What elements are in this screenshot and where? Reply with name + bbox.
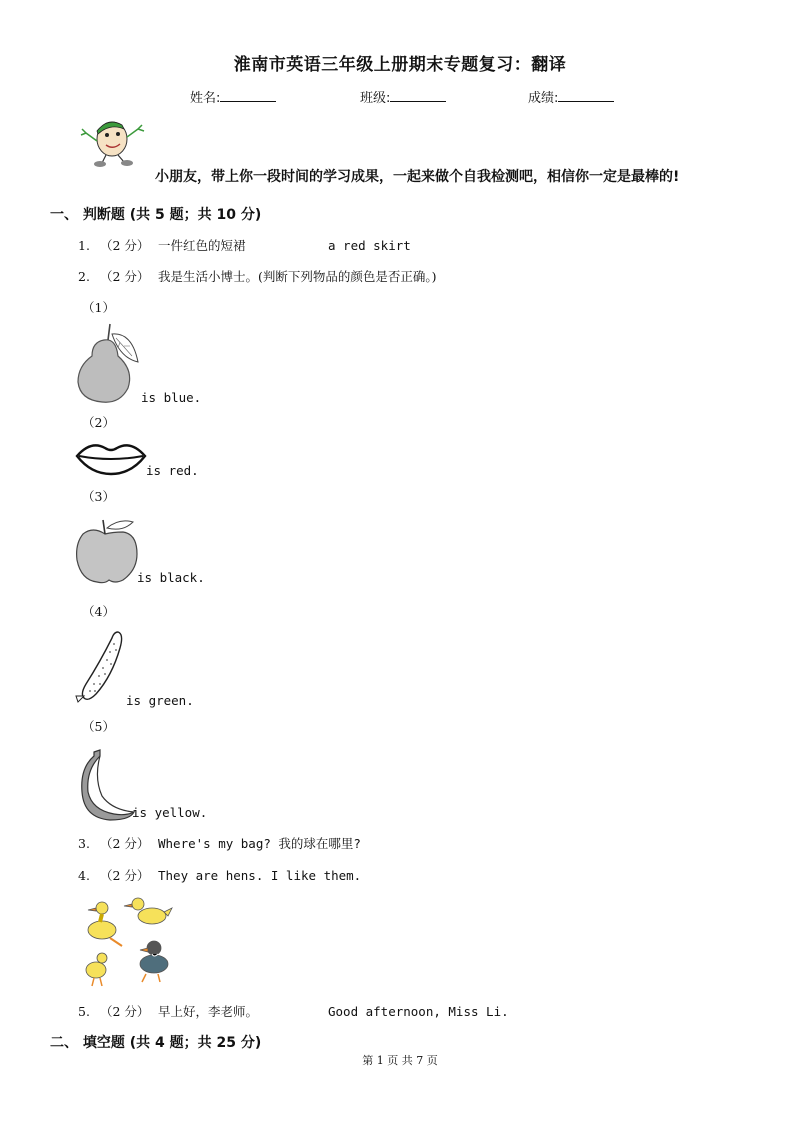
intro-text: 小朋友，带上你一段时间的学习成果，一起来做个自我检测吧，相信你一定是最棒的! xyxy=(155,169,680,185)
page-footer: 第 1 页 共 7 页 xyxy=(362,1054,438,1067)
question-2: 2. （2 分） 我是生活小博士。(判断下列物品的颜色是否正确。) xyxy=(78,269,437,284)
section-1-heading: 一、 判断题 (共 5 题；共 10 分) xyxy=(50,207,262,223)
section-2-heading: 二、 填空题 (共 4 题；共 25 分) xyxy=(50,1035,262,1051)
pear-icon xyxy=(76,322,142,404)
lips-icon xyxy=(75,440,147,476)
sub-item-5-caption: is yellow. xyxy=(132,805,208,820)
question-4: 4. （2 分） They are hens. I like them. xyxy=(78,868,362,883)
sub-item-2-caption: is red. xyxy=(146,463,199,478)
cucumber-icon xyxy=(74,628,126,708)
score-label: 成绩: xyxy=(528,91,559,106)
page-title: 淮南市英语三年级上册期末专题复习：翻译 xyxy=(233,55,567,75)
class-field xyxy=(360,87,446,106)
class-label: 班级: xyxy=(360,91,391,106)
question-5: 5. （2 分） 早上好，李老师。 Good afternoon, Miss Li. xyxy=(78,1004,509,1019)
sub-item-3-caption: is black. xyxy=(137,570,205,585)
class-blank xyxy=(390,89,446,102)
sub-item-4-label: （4） xyxy=(82,604,115,619)
sub-item-1-label: （1） xyxy=(82,300,115,315)
sub-item-2-label: （2） xyxy=(82,415,115,430)
name-blank xyxy=(220,89,276,102)
question-1: 1. （2 分） 一件红色的短裙 a red skirt xyxy=(78,238,411,253)
mascot-illustration xyxy=(78,115,148,167)
question-3: 3. （2 分） Where's my bag? 我的球在哪里? xyxy=(78,836,361,851)
name-field xyxy=(190,87,276,106)
sub-item-1-caption: is blue. xyxy=(141,390,202,405)
name-label: 姓名: xyxy=(190,91,221,106)
sub-item-4-caption: is green. xyxy=(126,693,194,708)
sub-item-5-label: （5） xyxy=(82,719,115,734)
banana-icon xyxy=(80,748,136,820)
sub-item-3-label: （3） xyxy=(82,489,115,504)
score-blank xyxy=(558,89,614,102)
apple-icon xyxy=(75,518,139,584)
score-field xyxy=(528,87,614,106)
ducks-illustration xyxy=(80,894,176,990)
